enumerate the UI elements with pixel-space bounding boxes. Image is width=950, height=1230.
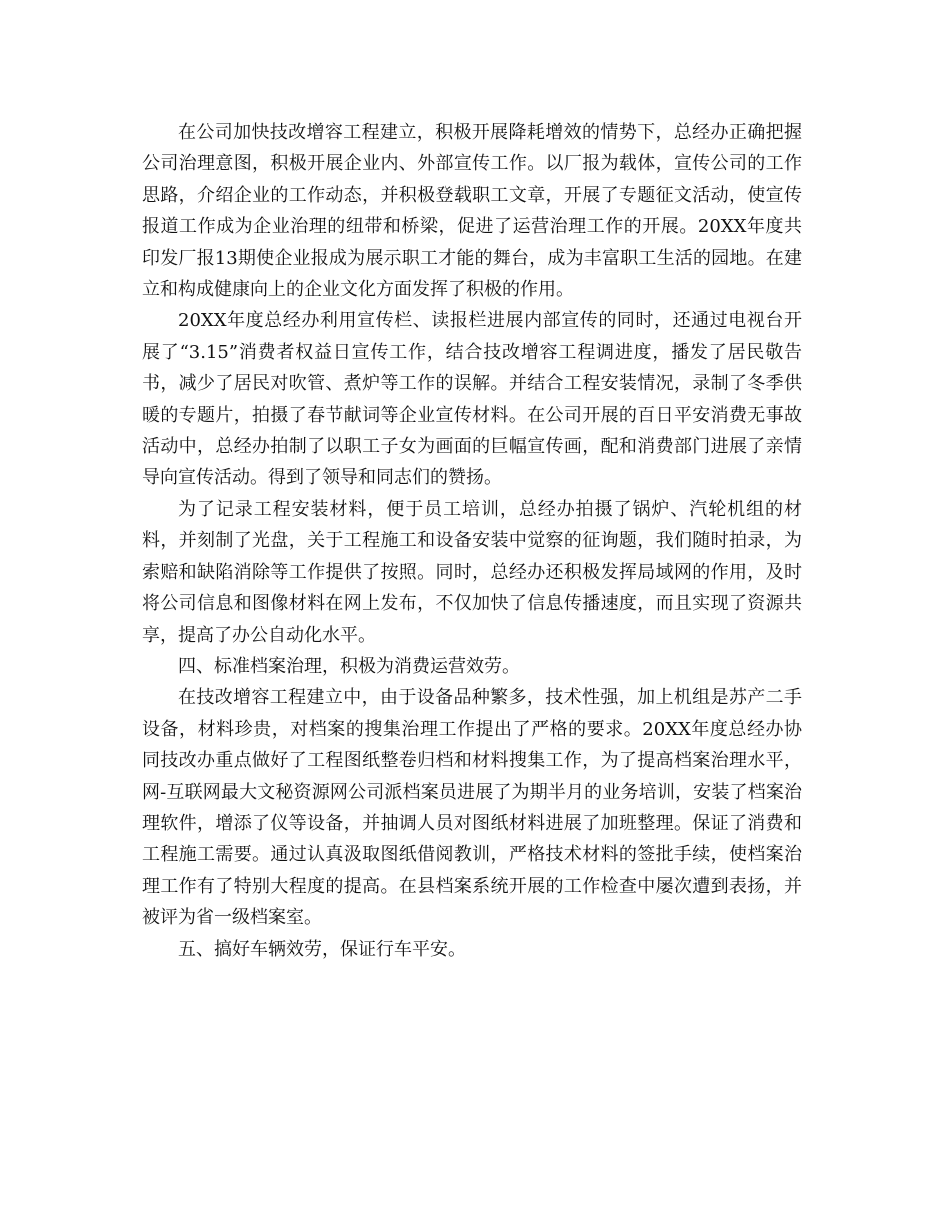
paragraph-tv-publicity: 20XX年度总经办利用宣传栏、读报栏进展内部宣传的同时，还通过电视台开展了“3.15”消费者权益日宣传工作，结合技改增容工程调进度，播发了居民敬告书，减少了居民对吹管、煮炉等工作的误解。并结合工程安装情况，录制了冬季供暖的专题片，拍摄了春节献词等企业宣传材料。在公司开展的百日平安消费无事故活动中，总经办拍制了以职工子女为画面的巨幅宣传画，配和消费部门进展了亲情导向宣传活动。得到了领导和同志们的赞扬。 [142,310,802,489]
document-body [142,117,802,965]
paragraph-recording: 为了记录工程安装材料，便于员工培训，总经办拍摄了锅炉、汽轮机组的材料，并刻制了光盘，关于工程施工和设备安装中觉察的征询题，我们随时拍录，为索赔和缺陷消除等工作提供了按照。同时，总经办还积极发挥局域网的作用，及时将公司信息和图像材料在网上发布，不仅加快了信息传播速度，而且实现了资源共享，提高了办公自动化水平。 [142,498,802,646]
paragraph-archives: 在技改增容工程建立中，由于设备品种繁多，技术性强，加上机组是苏产二手设备，材料珍贵，对档案的搜集治理工作提出了严格的要求。20XX年度总经办协同技改办重点做好了工程图纸整卷归档和材料搜集工作，为了提高档案治理水平，网-互联网最大文秘资源网公司派档案员进展了为期半月的业务培训，安装了档案治理软件，增添了仪等设备，并抽调人员对图纸材料进展了加班整理。保证了消费和工程施工需要。通过认真汲取图纸借阅教训，严格技术材料的签批手续，使档案治理工作有了特别大程度的提高。在县档案系统开展的工作检查中屡次遭到表扬，并被评为省一级档案室。 [142,687,802,929]
section-heading-vehicles: 五、搞好车辆效劳，保证行车平安。 [178,938,466,960]
paragraph-publicity: 在公司加快技改增容工程建立，积极开展降耗增效的情势下，总经办正确把握公司治理意图，积极开展企业内、外部宣传工作。以厂报为载体，宣传公司的工作思路，介绍企业的工作动态，并积极登载职工文章，开展了专题征文活动，使宣传报道工作成为企业治理的纽带和桥梁，促进了运营治理工作的开展。20XX年度共印发厂报13期使企业报成为展示职工才能的舞台，成为丰富职工生活的园地。在建立和构成健康向上的企业文化方面发挥了积极的作用。 [142,122,802,301]
section-heading-archives: 四、标准档案治理，积极为消费运营效劳。 [178,655,520,677]
